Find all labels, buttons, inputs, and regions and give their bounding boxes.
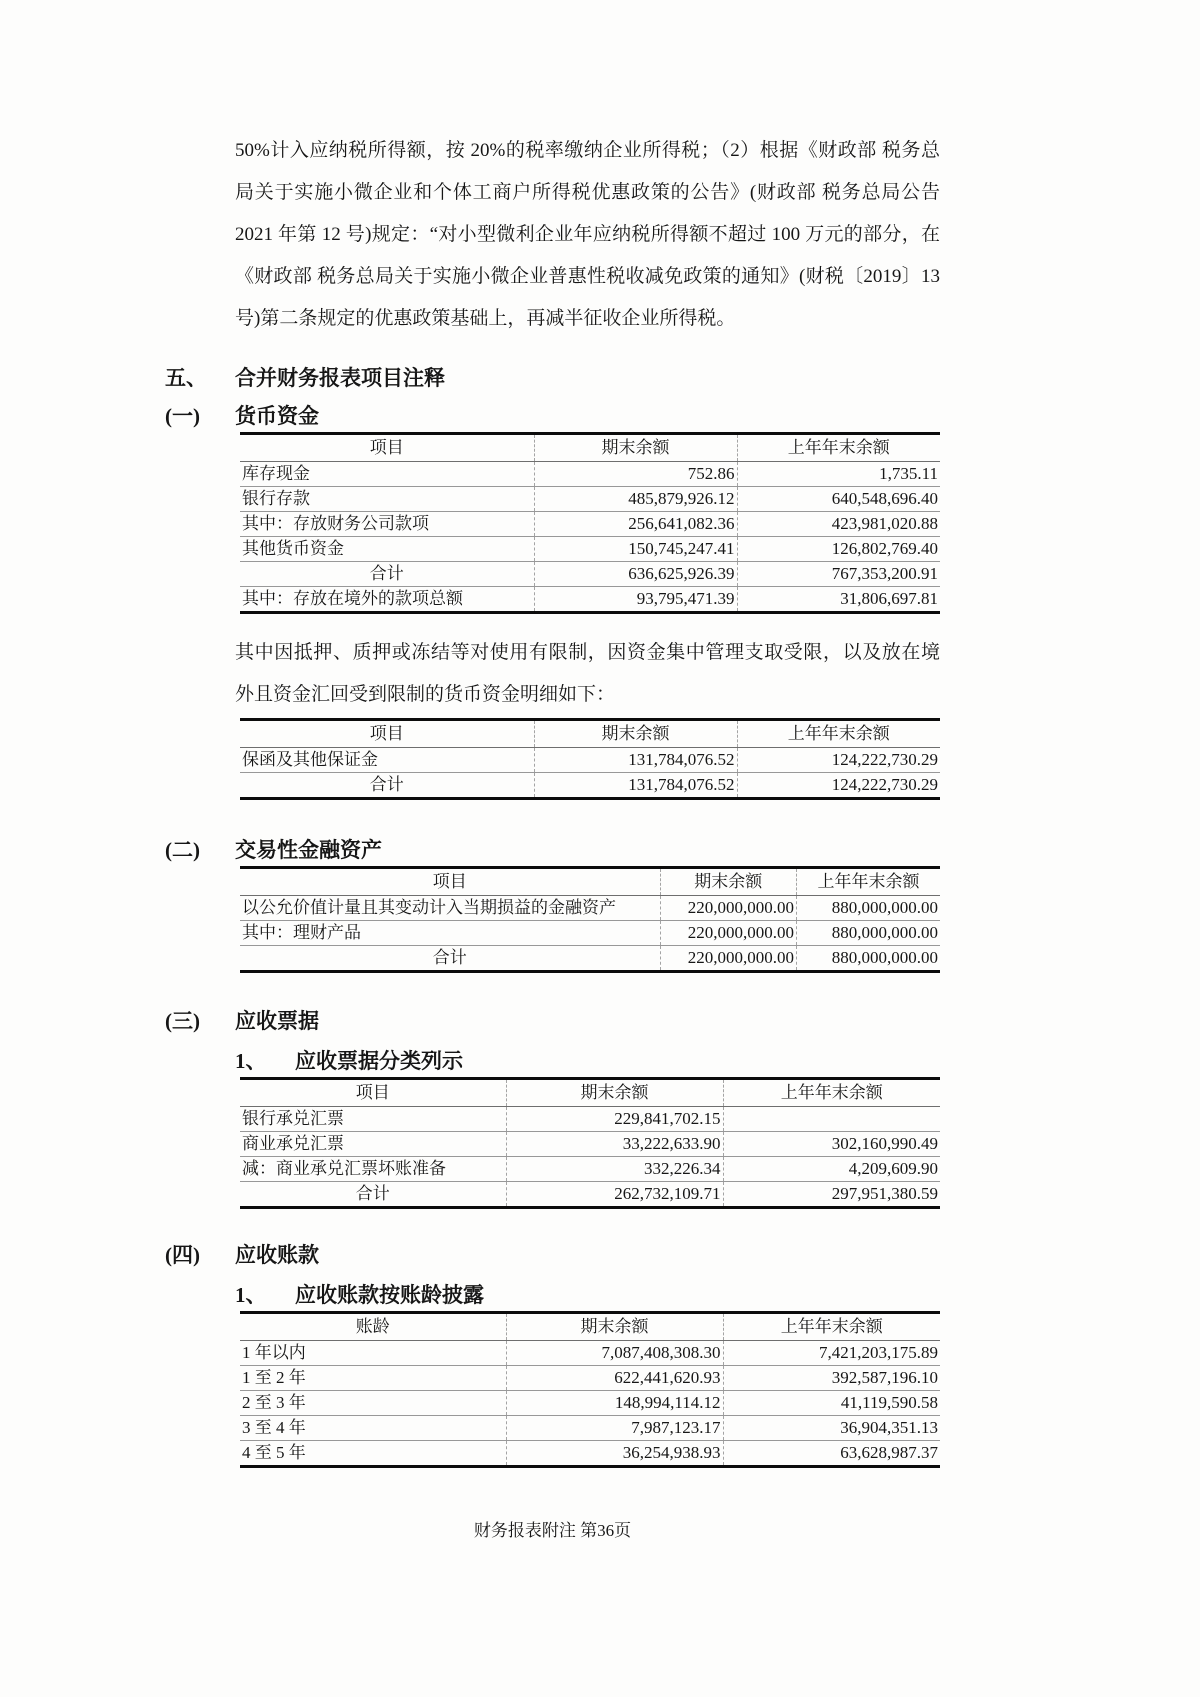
- item-cell: 合计: [355, 1184, 390, 1203]
- current-amount-cell: 622,441,620.93: [506, 1366, 723, 1391]
- item-cell: 1 年以内: [240, 1341, 506, 1366]
- table-row: [240, 537, 940, 562]
- current-amount-cell: 262,732,109.71: [506, 1182, 723, 1208]
- item-cell: 4 至 5 年: [242, 1443, 306, 1462]
- restricted-funds-note: [235, 632, 940, 716]
- item-cell: 其中：存放在境外的款项总额: [242, 589, 463, 608]
- prior-amount-cell: 63,628,987.37: [723, 1441, 940, 1467]
- table-row: [240, 946, 940, 972]
- item-cell: 以公允价值计量且其变动计入当期损益的金融资产: [240, 896, 660, 921]
- page-footer: 财务报表附注 第36页: [473, 1521, 632, 1540]
- current-amount-cell: 33,222,633.90: [506, 1132, 723, 1157]
- column-header: 项目: [240, 1079, 506, 1107]
- current-amount-cell: 148,994,114.12: [506, 1391, 723, 1416]
- prior-amount-cell: 124,222,730.29: [737, 748, 940, 773]
- subsection-heading-monetary-funds: [165, 402, 940, 430]
- column-header: 期末余额: [506, 1079, 723, 1107]
- item-cell: 合计: [369, 775, 404, 794]
- item-cell: 2 至 3 年: [240, 1391, 506, 1416]
- trading-financial-assets-table: [240, 866, 940, 973]
- subsection-title: 应收账款: [235, 1243, 319, 1267]
- subsection-number: (一): [165, 404, 200, 428]
- intro-paragraph: [235, 130, 940, 340]
- paragraph-line: 50%计入应纳税所得额，按 20%的税率缴纳企业所得税；（2）根据《财政部 税务总: [235, 140, 940, 161]
- item-cell: 其中：理财产品: [240, 921, 660, 946]
- table-row: [240, 748, 940, 773]
- table-header-row: [240, 1079, 940, 1107]
- current-amount-cell: 150,745,247.41: [534, 537, 737, 562]
- item-cell: 其中：存放财务公司款项: [240, 512, 534, 537]
- table-row: [240, 587, 940, 613]
- prior-amount-cell: 423,981,020.88: [737, 512, 940, 537]
- prior-amount-cell: 41,119,590.58: [723, 1391, 940, 1416]
- current-amount-cell: 220,000,000.00: [660, 921, 797, 946]
- table-header-row: [240, 720, 940, 748]
- table-row: [240, 921, 940, 946]
- current-amount-cell: 636,625,926.39: [534, 562, 737, 587]
- column-header: 项目: [240, 720, 534, 748]
- column-header: 上年年末余额: [737, 434, 940, 462]
- item-cell: 保函及其他保证金: [240, 748, 534, 773]
- item-cell: 1 至 2 年: [240, 1366, 506, 1391]
- table-row: [240, 1366, 940, 1391]
- subheading-notes-receivable-classification: [235, 1047, 940, 1075]
- item-cell: 银行存款: [240, 487, 534, 512]
- current-amount-cell: 752.86: [534, 462, 737, 487]
- paragraph-line: 其中因抵押、质押或冻结等对使用有限制，因资金集中管理支取受限，以及放在境: [235, 642, 940, 663]
- column-header: 期末余额: [506, 1313, 723, 1341]
- subheading-number: 1、: [235, 1283, 267, 1307]
- prior-amount-cell: 880,000,000.00: [797, 946, 941, 972]
- table-row: [240, 562, 940, 587]
- table-row: [240, 1182, 940, 1208]
- prior-amount-cell: 7,421,203,175.89: [723, 1341, 940, 1366]
- column-header: 上年年末余额: [737, 720, 940, 748]
- current-amount-cell: 220,000,000.00: [660, 946, 797, 972]
- accounts-receivable-aging-table: [240, 1311, 940, 1468]
- subsection-heading-notes-receivable: [165, 1007, 940, 1035]
- prior-amount-cell: 297,951,380.59: [723, 1182, 940, 1208]
- subsection-number: (二): [165, 838, 200, 862]
- table-row: [240, 487, 940, 512]
- column-header: 账龄: [240, 1313, 506, 1341]
- section-heading-consolidated-notes: [165, 364, 940, 392]
- prior-amount-cell: 124,222,730.29: [737, 773, 940, 799]
- subsection-title: 交易性金融资产: [235, 838, 382, 862]
- table-row: [240, 512, 940, 537]
- table-row: [240, 1441, 940, 1467]
- current-amount-cell: 7,987,123.17: [506, 1416, 723, 1441]
- current-amount-cell: 36,254,938.93: [506, 1441, 723, 1467]
- item-cell: 其他货币资金: [240, 537, 534, 562]
- prior-amount-cell: 36,904,351.13: [723, 1416, 940, 1441]
- prior-amount-cell: 640,548,696.40: [737, 487, 940, 512]
- paragraph-line: 号)第二条规定的优惠政策基础上，再减半征收企业所得税。: [235, 308, 736, 329]
- column-header: 上年年末余额: [723, 1313, 940, 1341]
- section-title: 合并财务报表项目注释: [235, 366, 445, 390]
- monetary-funds-table: [240, 432, 940, 614]
- table-row: [240, 462, 940, 487]
- prior-amount-cell: [723, 1107, 940, 1132]
- section-number: 五、: [165, 366, 207, 390]
- subheading-title: 应收账款按账龄披露: [295, 1283, 484, 1307]
- prior-amount-cell: 880,000,000.00: [797, 921, 941, 946]
- table-row: [240, 1341, 940, 1366]
- column-header: 上年年末余额: [797, 868, 941, 896]
- current-amount-cell: 131,784,076.52: [534, 748, 737, 773]
- prior-amount-cell: 31,806,697.81: [737, 587, 940, 613]
- table-row: [240, 1132, 940, 1157]
- subsection-title: 货币资金: [235, 404, 319, 428]
- column-header: 项目: [240, 868, 660, 896]
- prior-amount-cell: 880,000,000.00: [797, 896, 941, 921]
- paragraph-line: 局关于实施小微企业和个体工商户所得税优惠政策的公告》(财政部 税务总局公告: [235, 182, 940, 203]
- paragraph-line: 外且资金汇回受到限制的货币资金明细如下：: [235, 684, 616, 705]
- table-row: [240, 896, 940, 921]
- prior-amount-cell: 302,160,990.49: [723, 1132, 940, 1157]
- paragraph-line: 2021 年第 12 号)规定：“对小型微利企业年应纳税所得额不超过 100 万元的部分，在: [235, 224, 940, 245]
- current-amount-cell: 220,000,000.00: [660, 896, 797, 921]
- table-row: [240, 773, 940, 799]
- current-amount-cell: 332,226.34: [506, 1157, 723, 1182]
- item-cell: 合计: [240, 562, 534, 587]
- subheading-number: 1、: [235, 1049, 267, 1073]
- page-content: [165, 0, 940, 1541]
- restricted-funds-table: [240, 718, 940, 800]
- current-amount-cell: 229,841,702.15: [506, 1107, 723, 1132]
- current-amount-cell: 256,641,082.36: [534, 512, 737, 537]
- prior-amount-cell: 767,353,200.91: [737, 562, 940, 587]
- prior-amount-cell: 4,209,609.90: [723, 1157, 940, 1182]
- prior-amount-cell: 1,735.11: [737, 462, 940, 487]
- item-cell: 商业承兑汇票: [240, 1132, 506, 1157]
- current-amount-cell: 7,087,408,308.30: [506, 1341, 723, 1366]
- subsection-heading-trading-financial-assets: [165, 836, 940, 864]
- current-amount-cell: 131,784,076.52: [534, 773, 737, 799]
- item-cell: 库存现金: [240, 462, 534, 487]
- paragraph-line: 《财政部 税务总局关于实施小微企业普惠性税收减免政策的通知》(财税〔2019〕13: [235, 266, 940, 287]
- column-header: 期末余额: [534, 434, 737, 462]
- column-header: 项目: [240, 434, 534, 462]
- table-row: [240, 1157, 940, 1182]
- table-row: [240, 1107, 940, 1132]
- current-amount-cell: 485,879,926.12: [534, 487, 737, 512]
- table-row: [240, 1391, 940, 1416]
- table-header-row: [240, 868, 940, 896]
- subsection-heading-accounts-receivable: [165, 1241, 940, 1269]
- subheading-accounts-receivable-aging: [235, 1281, 940, 1309]
- column-header: 上年年末余额: [723, 1079, 940, 1107]
- current-amount-cell: 93,795,471.39: [534, 587, 737, 613]
- table-row: [240, 1416, 940, 1441]
- subheading-title: 应收票据分类列示: [295, 1049, 463, 1073]
- column-header: 期末余额: [534, 720, 737, 748]
- item-cell: 银行承兑汇票: [240, 1107, 506, 1132]
- item-cell: 合计: [432, 948, 467, 967]
- item-cell: 3 至 4 年: [240, 1416, 506, 1441]
- item-cell: 减：商业承兑汇票坏账准备: [240, 1157, 506, 1182]
- prior-amount-cell: 392,587,196.10: [723, 1366, 940, 1391]
- subsection-number: (三): [165, 1009, 200, 1033]
- column-header: 期末余额: [660, 868, 797, 896]
- subsection-number: (四): [165, 1243, 200, 1267]
- notes-receivable-table: [240, 1077, 940, 1209]
- subsection-title: 应收票据: [235, 1009, 319, 1033]
- prior-amount-cell: 126,802,769.40: [737, 537, 940, 562]
- table-header-row: [240, 434, 940, 462]
- table-header-row: [240, 1313, 940, 1341]
